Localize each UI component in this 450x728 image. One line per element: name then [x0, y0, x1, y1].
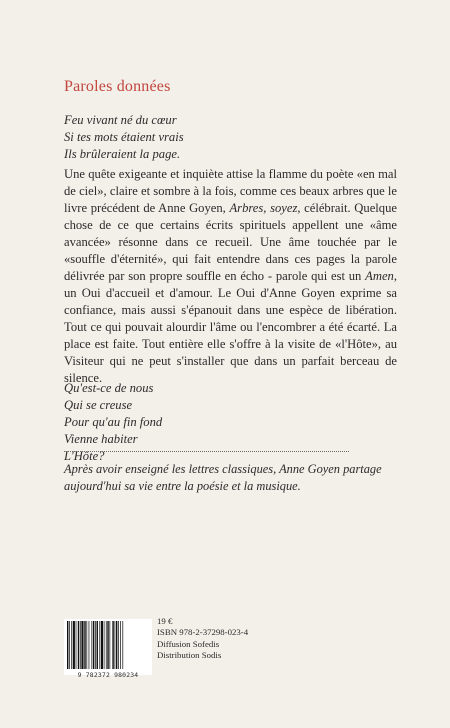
- barcode-bar: [112, 621, 113, 669]
- poem-line: Si tes mots étaient vrais: [64, 130, 184, 144]
- barcode-bar: [122, 621, 123, 669]
- barcode-bar: [89, 621, 90, 669]
- barcode-bar: [106, 621, 107, 669]
- barcode-bar: [101, 621, 103, 669]
- blurb-text: célébrait. Quelque chose de ce que certains écrits spirituels appellent une «âme avancée» résonne dans ce recueil. Une âme touchée par le «souffle d'éternité», qui fait entendre dans ces pages la parole délivrée par son propre souffle en écho - parole qui est un: [64, 201, 397, 283]
- barcode-bar: [97, 621, 98, 669]
- barcode-digits: 9 782372 980234: [77, 671, 139, 679]
- barcode-bar: [81, 621, 83, 669]
- barcode-bar: [80, 621, 81, 669]
- price: 19 €: [157, 616, 173, 626]
- author-bio: [64, 461, 400, 495]
- amen-word: Amen: [365, 269, 394, 283]
- barcode-bar: [76, 621, 77, 669]
- diffusion: Diffusion Sofedis: [157, 638, 220, 649]
- section-title: Paroles données: [64, 78, 171, 95]
- barcode-bar: [109, 621, 110, 669]
- barcode-icon: [64, 619, 152, 671]
- bio-text: Après avoir enseigné les lettres classiques, Anne Goyen partage aujourd'hui sa vie entre la poésie et la musique.: [64, 462, 382, 493]
- poem-line: Vienne habiter: [64, 432, 138, 446]
- barcode-bar: [86, 621, 87, 669]
- barcode-bar: [71, 621, 72, 669]
- isbn: ISBN 978-2-37298-023-4: [157, 627, 249, 638]
- publication-info: [157, 616, 248, 661]
- blurb-text: Une quête exigeante et inquiète attise la flamme du poète «en mal de ciel», claire et sombre à la fois, comme ces beaux arbres que le livre précédent de Anne Goyen,: [64, 167, 397, 215]
- poem-line: L'Hôte?: [64, 449, 105, 463]
- book-title: Arbres, soyez,: [229, 201, 301, 215]
- distribution: Distribution Sodis: [157, 649, 222, 660]
- barcode-bar: [104, 621, 105, 669]
- poem-line: Ils brûleraient la page.: [64, 147, 181, 161]
- barcode-bar: [120, 621, 121, 669]
- barcode-bar: [67, 621, 68, 669]
- barcode-bar: [118, 621, 119, 669]
- barcode-bar: [115, 621, 116, 669]
- blurb-paragraph: [64, 166, 397, 387]
- dotted-divider: [64, 451, 349, 452]
- intro-poem: [64, 112, 184, 163]
- barcode-bar: [116, 621, 117, 669]
- outro-poem: [64, 380, 162, 465]
- barcode-bar: [95, 621, 96, 669]
- poem-line: Feu vivant né du cœur: [64, 113, 177, 127]
- blurb-text: , un Oui d'accueil et d'amour. Le Oui d'Anne Goyen exprime sa confiance, mais aussi s'épanouit dans une espèce de libération. Tout ce qui pouvait alourdir l'âme ou l'encombrer a été écarté. La place est faite. Tout entière elle s'offre à la visite de «l'Hôte», au Visiteur qui ne peut s'installer que dans un parfait berceau de silence.: [64, 269, 397, 385]
- barcode: [64, 619, 152, 675]
- barcode-bar: [69, 621, 70, 669]
- poem-line: Qu'est-ce de nous: [64, 381, 154, 395]
- barcode-bar: [73, 621, 75, 669]
- barcode-bar: [91, 621, 92, 669]
- barcode-bar: [84, 621, 85, 669]
- barcode-bar: [78, 621, 79, 669]
- poem-line: Pour qu'au fin fond: [64, 415, 163, 429]
- barcode-bar: [99, 621, 100, 669]
- barcode-bar: [93, 621, 94, 669]
- poem-line: Qui se creuse: [64, 398, 133, 412]
- barcode-bar: [107, 621, 108, 669]
